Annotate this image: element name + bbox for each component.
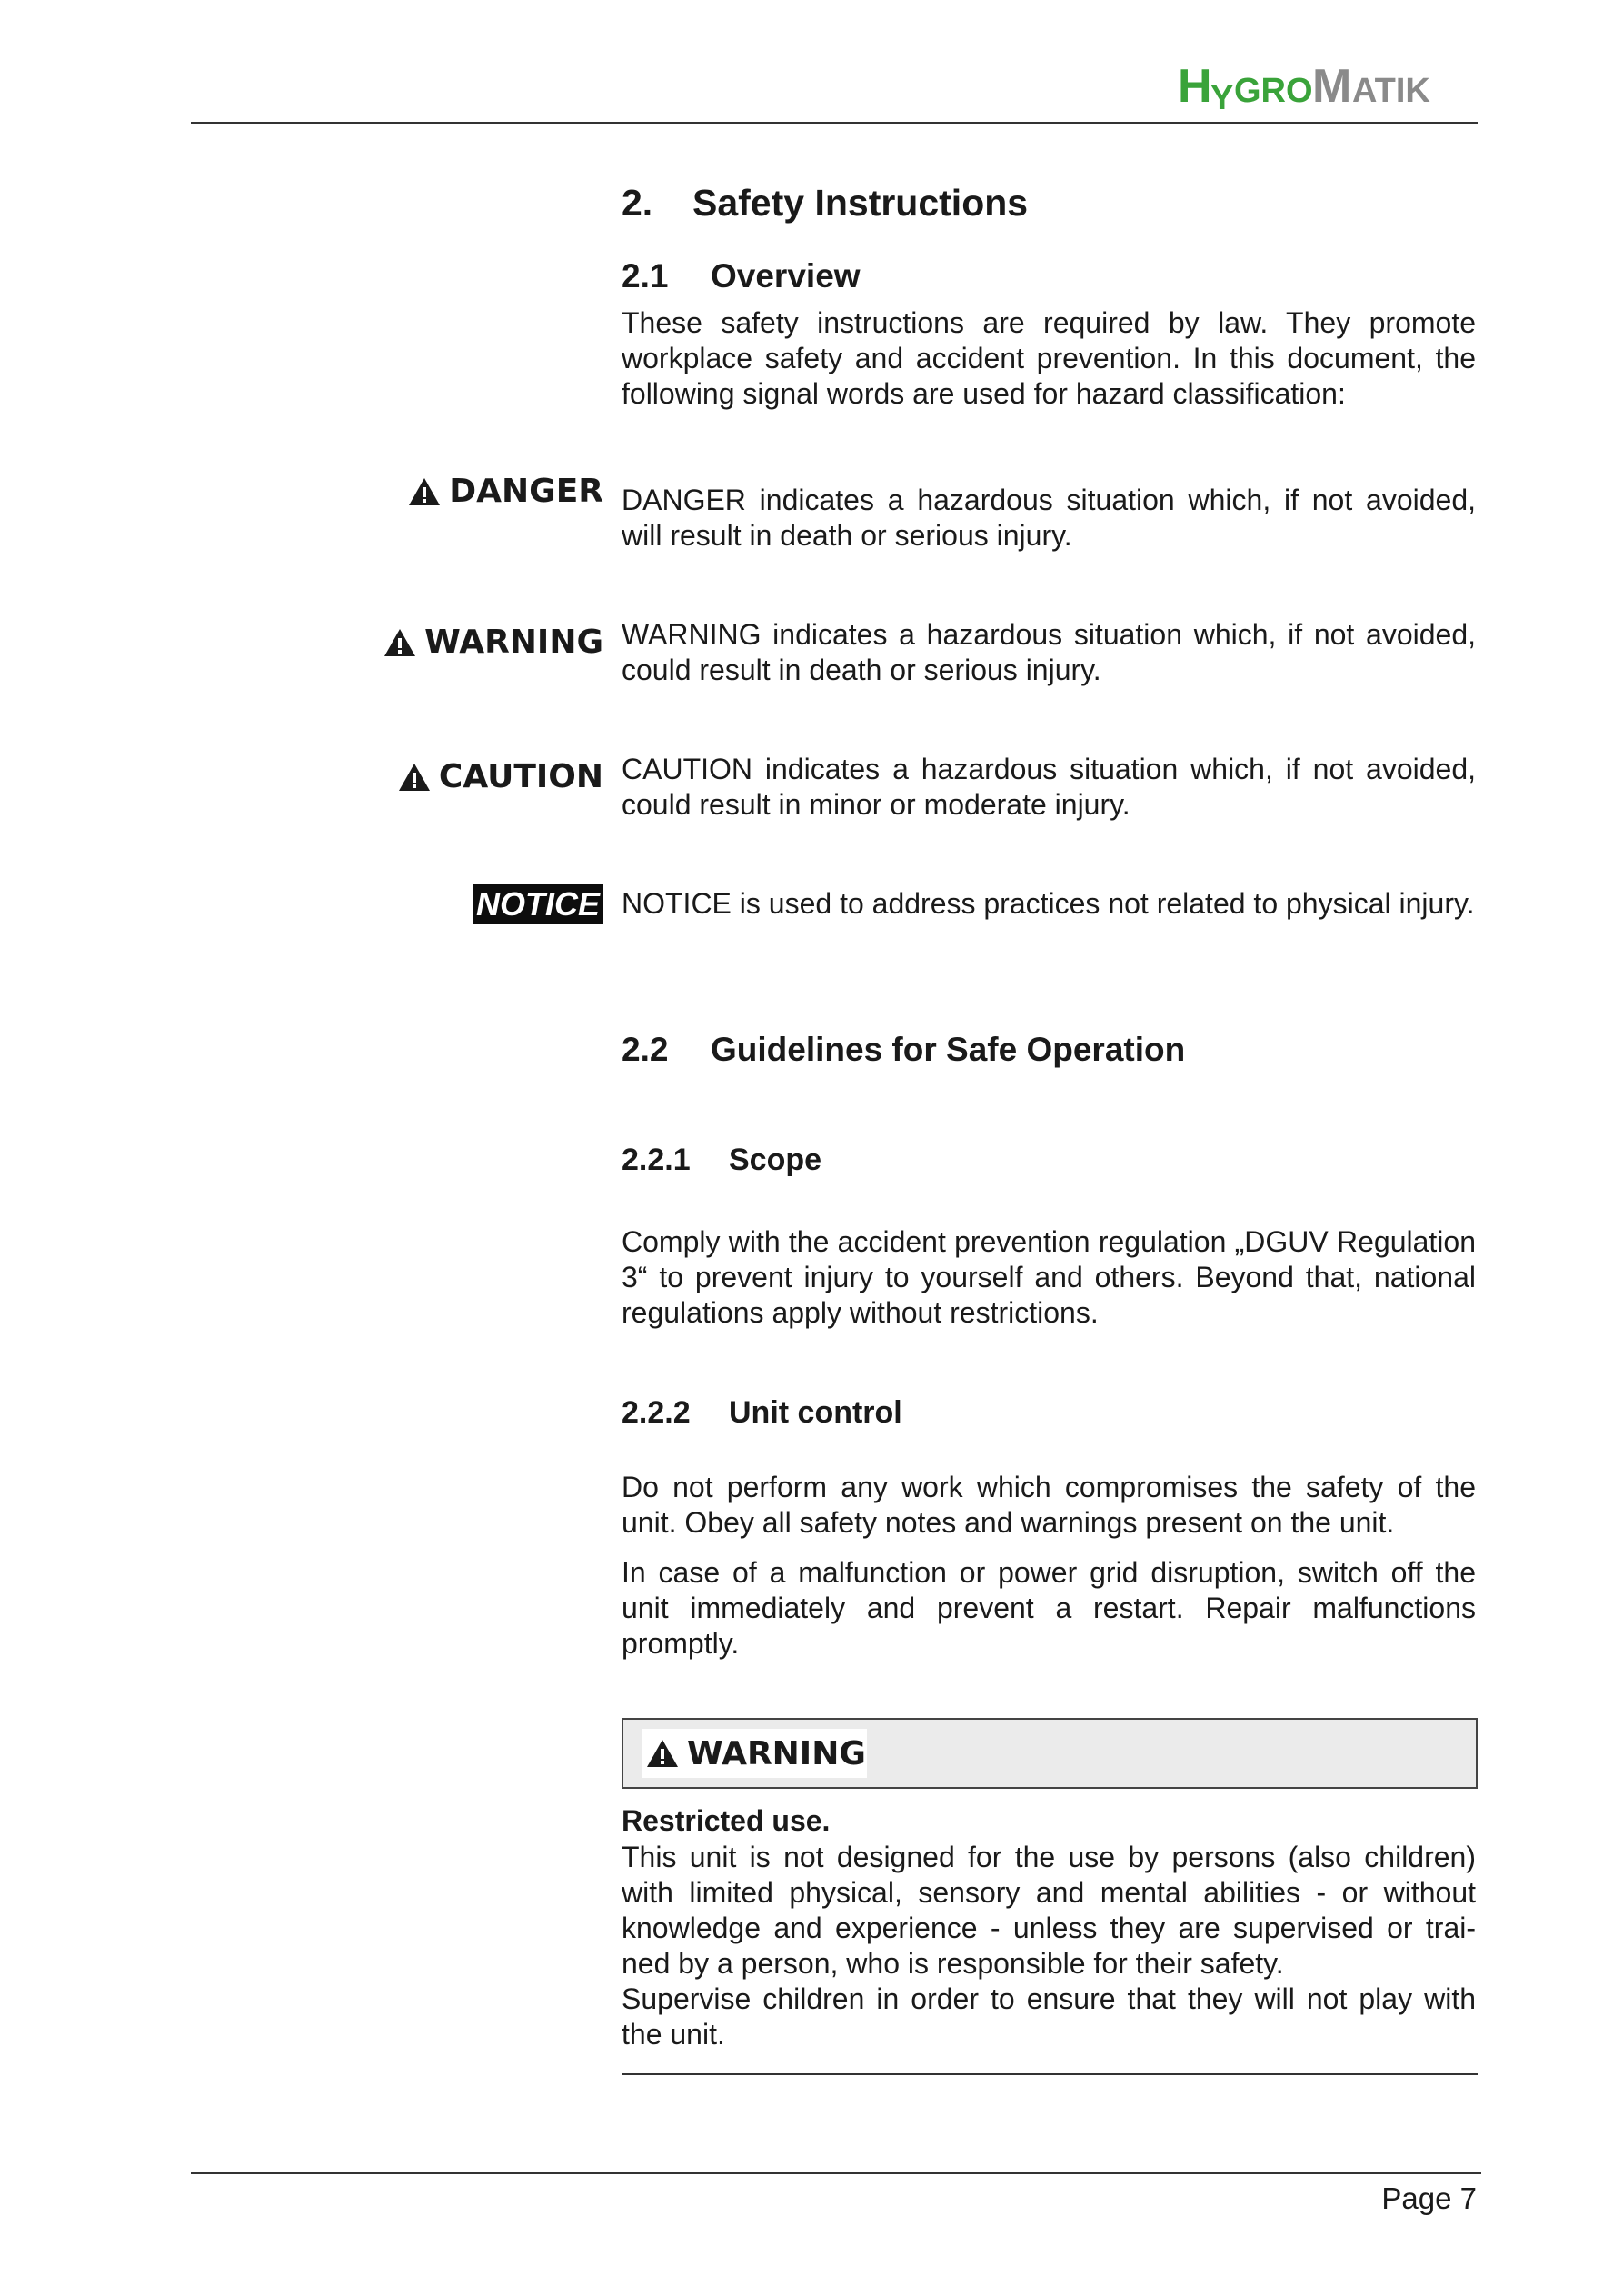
danger-label-text: DANGER — [449, 473, 603, 510]
subsection-title: Guidelines for Safe Operation — [711, 1031, 1186, 1068]
section-heading — [622, 182, 1028, 225]
header-divider — [191, 122, 1478, 124]
subsection-number: 2.1 — [622, 257, 669, 294]
page-number: Page 7 — [1381, 2181, 1477, 2215]
section-number: 2. — [622, 182, 653, 224]
restricted-use-paragraph-2: Supervise children in order to ensure that they will not play with the unit. — [622, 1982, 1476, 2051]
subsubsection-title: Unit control — [729, 1395, 902, 1430]
scope-paragraph: Comply with the accident prevention regulation „DGUV Regulation 3“ to prevent injury to yourself and others. Beyond that, national regulations apply without restrictions. — [622, 1225, 1476, 1329]
unit-control-paragraph-1: Do not perform any work which compromises the safety of the unit. Obey all safety notes and warnings present on the unit. — [622, 1471, 1476, 1539]
warning-end-divider — [622, 2073, 1478, 2075]
warning-box-label — [642, 1729, 867, 1778]
restricted-use-title: Restricted use. — [622, 1804, 831, 1837]
svg-text:ATIK: ATIK — [1352, 72, 1430, 110]
svg-text:H: H — [1178, 60, 1212, 113]
caution-description: CAUTION indicates a hazardous situation which, if not avoided, could result in minor or moderate injury. — [622, 753, 1476, 821]
warning-box — [622, 1718, 1478, 1789]
warning-triangle-icon — [407, 476, 442, 507]
warning-label-text: WARNING — [424, 624, 603, 661]
overview-paragraph: These safety instructions are required by law. They promote workplace safety and accident prevention. In this document, the following signal words are used for hazard classification: — [622, 306, 1476, 410]
warning-description: WARNING indicates a hazardous situation which, if not avoided, could result in death or serious injury. — [622, 618, 1476, 686]
svg-text:M: M — [1312, 60, 1352, 113]
warning-triangle-icon — [397, 762, 432, 793]
danger-description: DANGER indicates a hazardous situation which, if not avoided, will result in death or serious injury. — [622, 484, 1476, 552]
subsection-heading-guidelines — [622, 1031, 1185, 1069]
warning-triangle-icon — [383, 627, 417, 658]
svg-text:Y: Y — [1210, 79, 1234, 113]
subsubsection-number: 2.2.1 — [622, 1143, 691, 1177]
unit-control-paragraph-2: In case of a malfunction or power grid disruption, switch off the unit immediately and prevent a restart. Repair malfunctions promptly. — [622, 1556, 1476, 1660]
svg-text:GRO: GRO — [1234, 72, 1313, 110]
warning-box-label-text: WARNING — [687, 1734, 866, 1772]
footer-divider — [191, 2172, 1481, 2174]
caution-signal-label — [397, 758, 603, 795]
subsubsection-title: Scope — [729, 1143, 822, 1177]
subsection-heading-overview — [622, 257, 861, 295]
subsection-title: Overview — [711, 257, 861, 294]
logo-graphic — [1178, 56, 1478, 113]
caution-label-text: CAUTION — [438, 758, 603, 795]
subsection-number: 2.2 — [622, 1031, 669, 1068]
warning-signal-label — [383, 624, 603, 661]
section-title: Safety Instructions — [692, 182, 1029, 224]
restricted-use-paragraph-1: This unit is not designed for the use by persons (also children) with limited physical, sensory and mental abilities - or without knowledge and experience - unless they are supervised or trai-ned by a person, who is responsible for their safety. — [622, 1841, 1476, 1980]
subsubsection-number: 2.2.2 — [622, 1395, 691, 1430]
subsubsection-heading-unit-control — [622, 1395, 902, 1431]
warning-triangle-icon — [645, 1738, 680, 1769]
notice-signal-label: NOTICE — [473, 884, 603, 924]
danger-signal-label — [407, 473, 603, 510]
subsubsection-heading-scope — [622, 1143, 821, 1178]
notice-description: NOTICE is used to address practices not related to physical injury. — [622, 887, 1475, 920]
hygromatik-logo — [1178, 56, 1478, 113]
